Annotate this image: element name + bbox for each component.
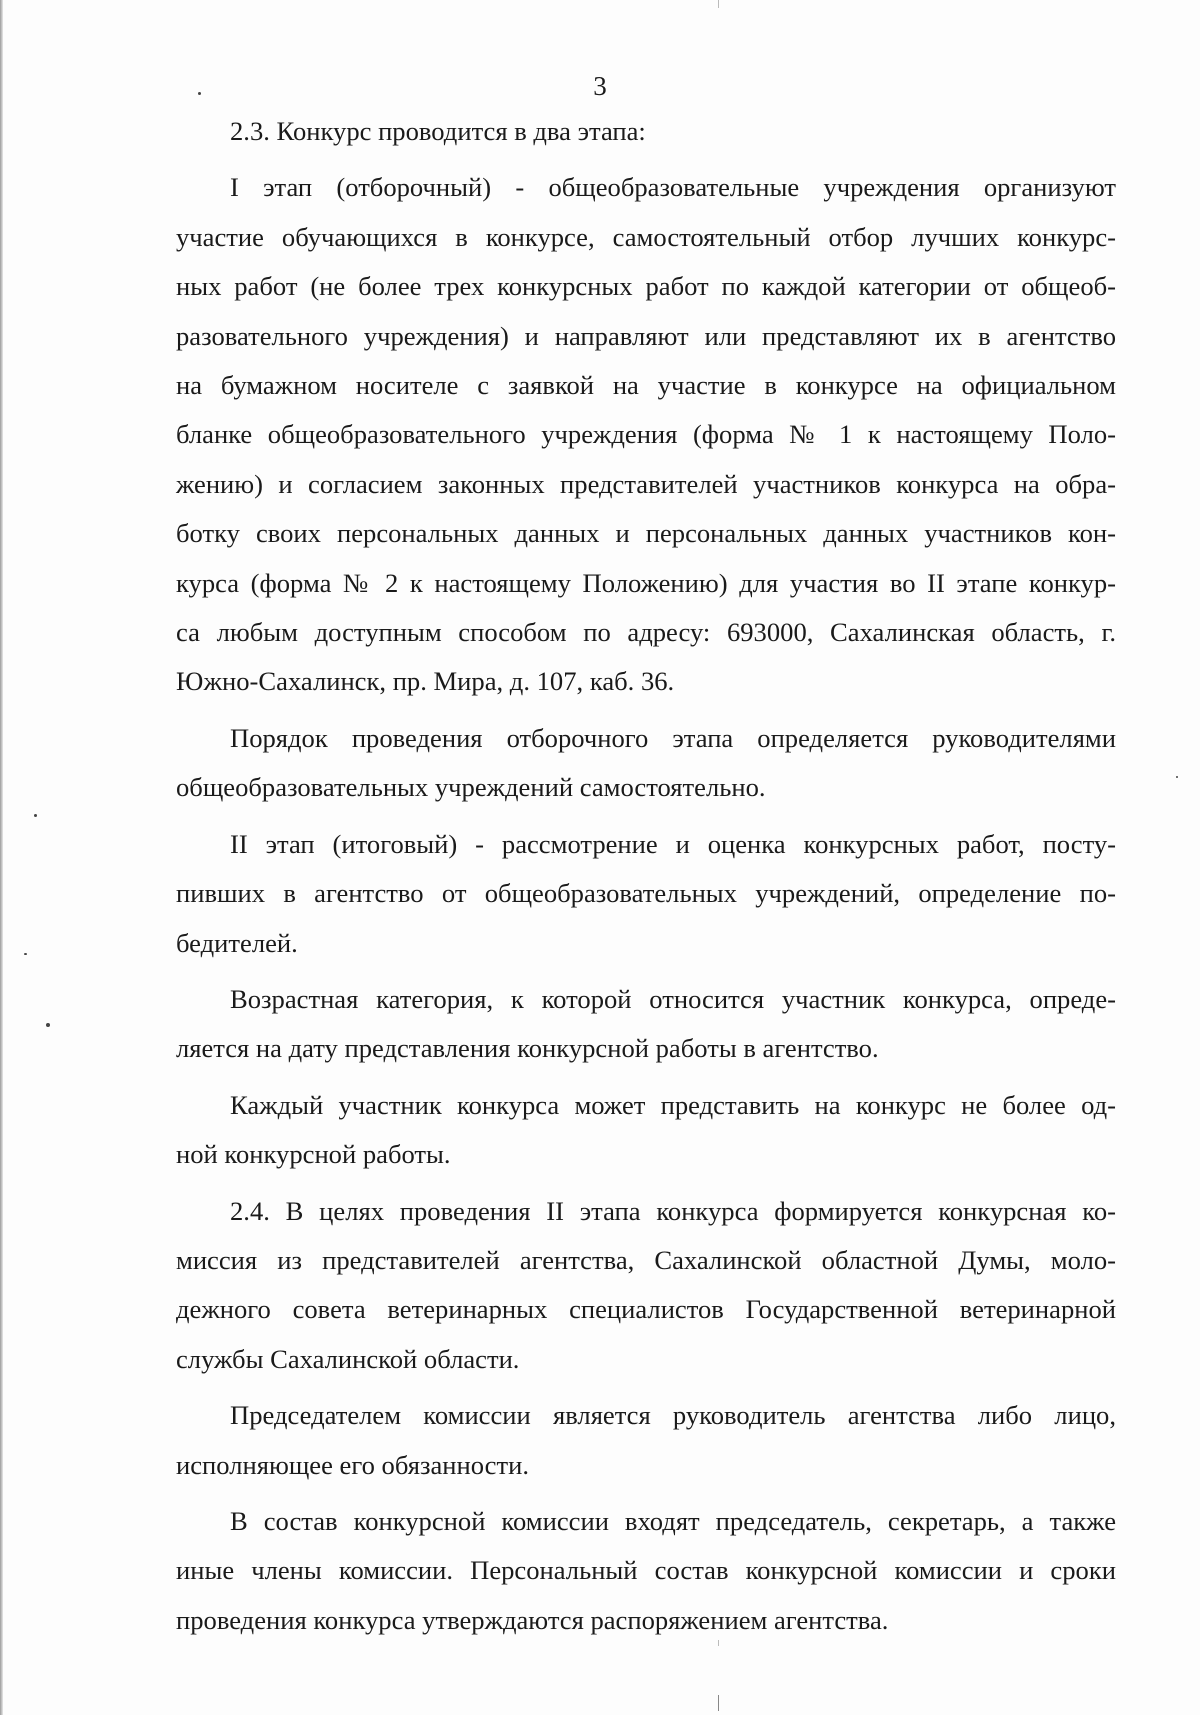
text-line: проведения конкурса утверждаются распоряжением агентства.	[176, 1604, 889, 1635]
page-number: 3	[593, 71, 607, 101]
text-line: ных работ (не более трех конкурсных работ по каждой категории от общеоб-	[176, 271, 1116, 302]
paragraph	[176, 163, 1116, 706]
text-line: II этап (итоговый) - рассмотрение и оценка конкурсных работ, посту-	[230, 828, 1116, 859]
text-line: дежного совета ветеринарных специалистов Государственной ветеринарной	[176, 1294, 1116, 1325]
paragraph	[176, 1081, 1116, 1180]
text-line: общеобразовательных учреждений самостоятельно.	[176, 772, 766, 803]
text-line: на бумажном носителе с заявкой на участие в конкурсе на официальном	[176, 370, 1116, 401]
text-line: миссия из представителей агентства, Сахалинской областной Думы, моло-	[176, 1244, 1116, 1275]
text-line: 2.3. Конкурс проводится в два этапа:	[230, 116, 646, 146]
scan-speck	[1176, 776, 1178, 778]
text-line: I этап (отборочный) - общеобразовательные учреждения организуют	[230, 172, 1116, 203]
text-line: ботку своих персональных данных и персональных данных участников кон-	[176, 518, 1116, 549]
text-line: Возрастная категория, к которой относится участник конкурса, опреде-	[230, 983, 1116, 1014]
paragraph	[176, 820, 1116, 968]
paragraph	[176, 975, 1116, 1074]
paragraph	[176, 107, 1116, 156]
paragraph	[176, 1187, 1116, 1385]
text-line: 2.4. В целях проведения II этапа конкурса формируется конкурсная ко-	[230, 1195, 1116, 1226]
text-line: исполняющее его обязанности.	[176, 1449, 529, 1480]
text-line: разовательного учреждения) и направляют или представляют их в агентство	[176, 320, 1116, 351]
scan-mark	[718, 0, 719, 8]
text-line: Председателем комиссии является руководитель агентства либо лицо,	[230, 1400, 1116, 1431]
scan-mark	[718, 1695, 719, 1711]
text-line: ляется на дату представления конкурсной работы в агентство.	[176, 1033, 879, 1064]
scan-speck	[46, 1023, 50, 1027]
paragraph	[176, 1497, 1116, 1645]
scan-edge	[0, 0, 3, 1715]
text-line: Южно-Сахалинск, пр. Мира, д. 107, каб. 36.	[176, 666, 675, 697]
text-line: бедителей.	[176, 927, 298, 958]
text-line: бланке общеобразовательного учреждения (форма № 1 к настоящему Поло-	[176, 419, 1116, 450]
text-line: службы Сахалинской области.	[176, 1343, 520, 1374]
text-line: ной конкурсной работы.	[176, 1139, 451, 1170]
paragraph	[176, 714, 1116, 813]
document-body	[176, 107, 1116, 1652]
text-line: иные члены комиссии. Персональный состав конкурсной комиссии и сроки	[176, 1555, 1116, 1586]
text-line: курса (форма № 2 к настоящему Положению) для участия во II этапе конкур-	[176, 567, 1116, 598]
paragraph	[176, 1391, 1116, 1490]
text-line: жению) и согласием законных представителей участников конкурса на обра-	[176, 468, 1116, 499]
text-line: Порядок проведения отборочного этапа определяется руководителями	[230, 722, 1116, 753]
scan-speck	[24, 953, 27, 955]
scan-speck	[34, 814, 37, 817]
scan-speck	[198, 92, 201, 95]
scan-mark	[718, 1640, 719, 1646]
text-line: са любым доступным способом по адресу: 693000, Сахалинская область, г.	[176, 617, 1116, 648]
text-line: участие обучающихся в конкурсе, самостоятельный отбор лучших конкурс-	[176, 221, 1116, 252]
text-line: В состав конкурсной комиссии входят председатель, секретарь, а также	[230, 1505, 1116, 1536]
text-line: пивших в агентство от общеобразовательных учреждений, определение по-	[176, 878, 1116, 909]
text-line: Каждый участник конкурса может представить на конкурс не более од-	[230, 1089, 1116, 1120]
